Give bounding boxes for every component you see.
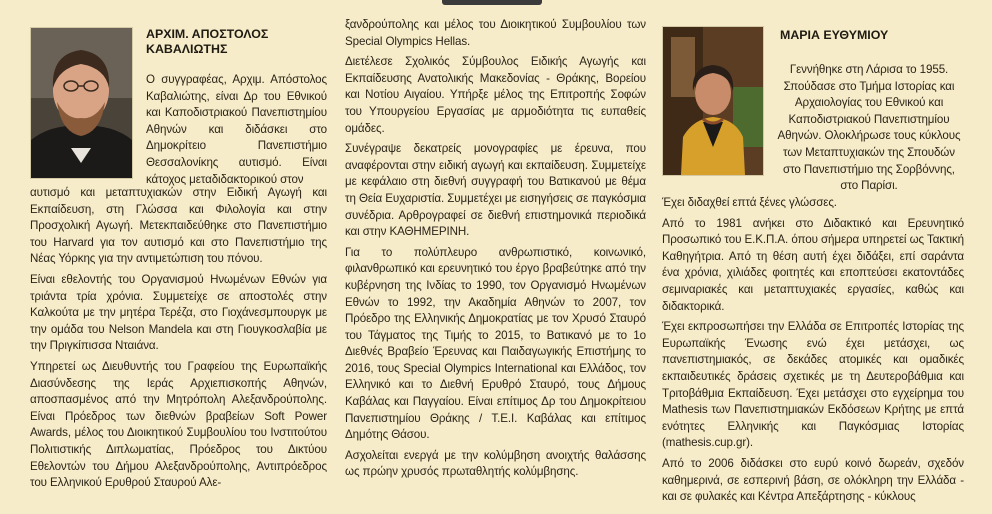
author2-intro: Γεννήθηκε στη Λάρισα το 1955. Σπούδασε στο Τμήμα Ιστορίας και Αρχαιολογίας του Εθνικού και Καποδιστριακού Πανεπιστημίου Αθηνών. Ολοκλήρωσε τους κύκλους των Μεταπτυχιακών της Σπουδών στο Πανεπιστήμιο της Σορβόννης, στο Παρίσι. xyxy=(777,63,961,193)
author1-intro: Ο συγγραφέας, Αρχιμ. Απόστολος Καβαλιώτης, είναι Δρ του Εθνικού και Καποδιστριακού Πανεπιστημίου Αθηνών και διδάσκει στο Δημοκρίτειο Πανεπιστήμιο Θεσσαλονίκης αυτισμό. Είναι κάτοχος μεταδιδακτορικού στον xyxy=(146,73,327,186)
author2-bio xyxy=(662,195,964,506)
author2-paragraph: Έχει εκπροσωπήσει την Ελλάδα σε Επιτροπές Ιστορίας της Ευρωπαϊκής Ένωσης ενώ έχει μετάσχει, ως πανεπιστημιακός, σε δεκάδες ατομικές και ομαδικές εκπαιδευτικές δράσεις σχετικές με τη Δευτεροβάθμια και Τριτοβάθμια Εκπαίδευση. Έχει μετάσχει στο εγχείρημα του Mathesis των Πανεπιστημιακών Εκδόσεων Κρήτης με επτά ενότητες Ελληνικής και Παγκόσμιας Ιστορίας (mathesis.cup.gr). xyxy=(662,320,964,450)
middle-paragraph: Διετέλεσε Σχολικός Σύμβουλος Ειδικής Αγωγής και Εκπαίδευσης Ανατολικής Μακεδονίας - Θράκης, Βορείου και Νοτίου Αιγαίου. Υπήρξε μέλος της Επιτροπής Σοφών του Υπουργείου Εργασίας με αρμοδιότητα τις ευπαθείς ομάδες. xyxy=(345,55,646,135)
author1-paragraph: αυτισμό και μεταπτυχιακών στην Ειδική Αγωγή και Εκπαίδευση, στη Γλώσσα και Φιλολογία και στην Προσχολική Αγωγή. Μετεκπαιδεύθηκε στο Πανεπιστήμιο του Harvard για τον αυτισμό και στο Πανεπιστήμιο της Νέας Υόρκης για την αντιμετώπιση του πόνου. xyxy=(30,186,327,266)
author2-paragraph: Από το 2006 διδάσκει στο ευρύ κοινό δωρεάν, σχεδόν καθημερινά, σε εσπερινή βάση, σε ολόκληρη την Ελλάδα - και σε φυλακές και Κέντρα Απεξάρτησης - κύκλους xyxy=(662,456,964,504)
author-photo-maria xyxy=(662,26,764,176)
portrait-image xyxy=(663,27,763,175)
author-photo-apostolos xyxy=(30,27,133,179)
author2-paragraph: Έχει διδαχθεί επτά ξένες γλώσσες. xyxy=(662,196,837,209)
author1-bio xyxy=(30,185,327,492)
middle-paragraph: Για το πολύπλευρο ανθρωπιστικό, κοινωνικό, φιλανθρωπικό και ερευνητικό του έργο βραβεύτηκε από την κυβέρνηση της Ινδίας το 1990, τον Οργανισμό Ηνωμένων Εθνών το 1992, την Ακαδημία Αθηνών το 2007, τον Πρόεδρο της Ελληνικής Δημοκρατίας με τον Χρυσό Σταυρό του Τάγματος της Τιμής το 2015, το Βατικανό με το 1ο Διεθνές Βραβείο Έρευνας και Παιδαγωγικής Επιστήμης το 2016, τους Special Olympics International και Ελλάδος, τον Ελληνικό και το Διεθνή Ερυθρό Σταυρό, τους Δήμους Καβάλας και Παγγαίου. Είναι επίτιμος Δρ του Δημοκρίτειου Πανεπιστημίου Θράκης / Τ.Ε.Ι. Καβάλας και επίτιμος Δημότης Θάσου. xyxy=(345,245,646,442)
author2-paragraph: Από το 1981 ανήκει στο Διδακτικό και Ερευνητικό Προσωπικό του Ε.Κ.Π.Α. όπου σήμερα υπηρετεί ως Τακτική Καθηγήτρια. Από τη θέση αυτή έχει διδάξει, επί σαράντα ένα χρόνια, χιλιάδες φοιτητές και εποπτεύσει εκατοντάδες σεμιναριακές και μεταπτυχιακές εργασίες, καθώς και διδακτορικά. xyxy=(662,216,964,313)
author2-name: ΜΑΡΙΑ ΕΥΘΥΜΙΟΥ xyxy=(780,28,889,42)
author1-intro-block xyxy=(146,72,327,188)
middle-column xyxy=(345,17,646,481)
author1-name-block xyxy=(146,27,326,57)
middle-paragraph: Ασχολείται ενεργά με την κολύμβηση ανοιχτής θαλάσσης ως πρώην χρυσός πρωταθλητής κολύμβησης. xyxy=(345,448,646,479)
author2-intro-block xyxy=(775,62,963,195)
top-bar xyxy=(442,0,542,5)
author2-name-block xyxy=(780,28,960,43)
portrait-image xyxy=(31,28,132,178)
author1-name: ΑΡΧΙΜ. ΑΠΟΣΤΟΛΟΣ ΚΑΒΑΛΙΩΤΗΣ xyxy=(146,27,269,56)
middle-paragraph: Συνέγραψε δεκατρείς μονογραφίες με έρευνα, που αναφέρονται στην ειδική αγωγή και εκπαίδευση. Συμμετείχε με κεφάλαιο στη διεθνή συγγραφή του Βατικανού με θέμα τη Θεία Ευχαριστία. Συμμετέχει με εισηγήσεις σε παγκόσμια συνέδρια. Αρθρογραφεί σε διεθνή επιστημονικά περιοδικά και στην ΚΑΘΗΜΕΡΙΝΗ. xyxy=(345,142,646,239)
middle-paragraph: ξανδρούπολης και μέλος του Διοικητικού Συμβουλίου των Special Olympics Hellas. xyxy=(345,18,646,48)
author1-paragraph: Υπηρετεί ως Διευθυντής του Γραφείου της Ευρωπαϊκής Διασύνδεσης της Ιεράς Αρχιεπισκοπής Αθηνών, αποσπασμένος από την Μητρόπολη Αλεξανδρούπολης. Είναι Πρόεδρος των διεθνών βραβείων Soft Power Awards, μέλος του Διοικητικού Συμβουλίου του Ινστιτούτου Πολιτιστικής Διπλωματίας, Πρόεδρος του Δικτύου Εθελοντών του Δήμου Αλεξανδρούπολης, Αντιπρόεδρος του Ελληνικού Ερυθρού Σταυρού Αλε- xyxy=(30,359,327,490)
author1-paragraph: Είναι εθελοντής του Οργανισμού Ηνωμένων Εθνών για τριάντα τρία χρόνια. Συμμετείχε σε αποστολές στην Καλκούτα με την μητέρα Τερέζα, στο Γιοχάνεσμπουργκ με την ομάδα του Nelson Mandela και στη Γιουγκοσλαβία με την Πριγκίπισσα Νταιάνα. xyxy=(30,272,327,353)
